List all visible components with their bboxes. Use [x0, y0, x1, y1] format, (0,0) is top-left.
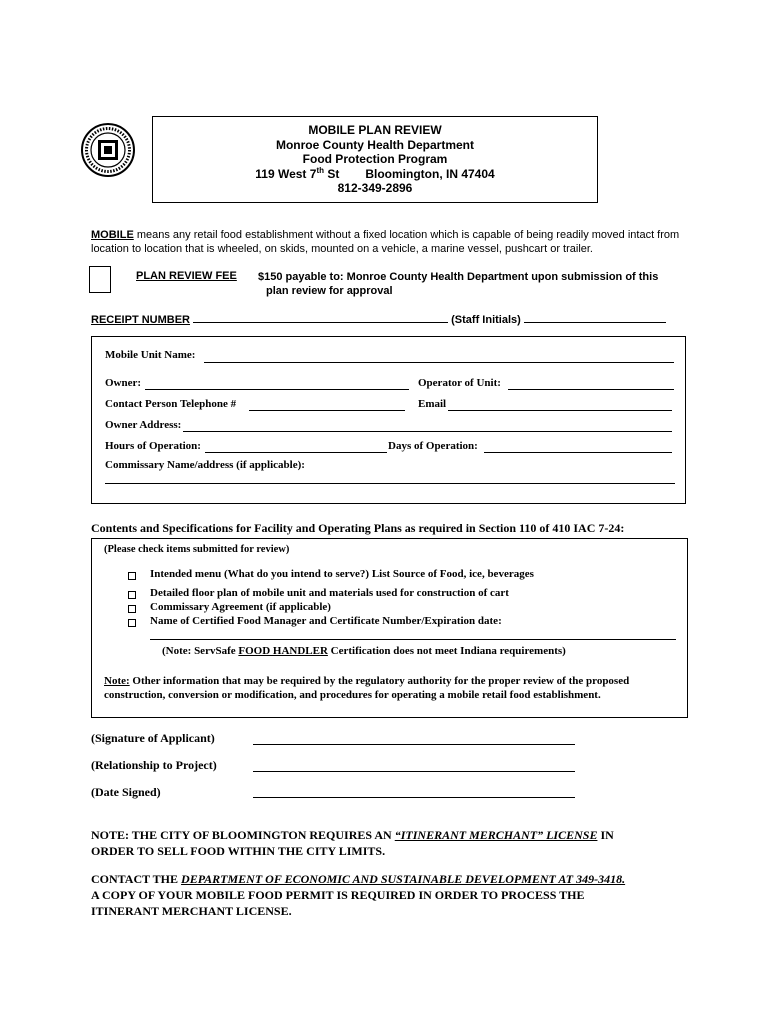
receipt-number-row: RECEIPT NUMBER (Staff Initials) — [91, 312, 686, 326]
checkbox-commissary[interactable] — [128, 605, 136, 613]
header-box — [152, 116, 598, 203]
contact-telephone-label: Contact Person Telephone # — [105, 398, 237, 410]
check-instruction: (Please check items submitted for review) — [104, 544, 290, 555]
servsafe-note: (Note: ServSafe FOOD HANDLER Certification does not meet Indiana requirements) — [162, 645, 566, 657]
contents-heading: Contents and Specifications for Facility and Operating Plans as required in Section 110 of 410 IAC 7-24: — [91, 521, 625, 535]
food-manager-field[interactable] — [150, 639, 676, 640]
commissary-label: Commissary Name/address (if applicable): — [105, 459, 305, 471]
owner-address-label: Owner Address: — [105, 419, 182, 431]
hours-of-operation-field[interactable] — [205, 452, 387, 453]
contact-telephone-field[interactable] — [249, 410, 405, 411]
email-field[interactable] — [448, 410, 672, 411]
plan-review-fee-text: $150 payable to: Monroe County Health Department upon submission of this plan review for approval — [258, 271, 659, 297]
hours-of-operation-label: Hours of Operation: — [105, 440, 201, 452]
signature-label: (Signature of Applicant) — [91, 731, 215, 745]
staff-initials-field[interactable] — [524, 312, 666, 323]
days-of-operation-label: Days of Operation: — [388, 440, 478, 452]
plan-review-fee-checkbox[interactable] — [89, 266, 111, 293]
owner-field[interactable] — [145, 389, 409, 390]
owner-address-field[interactable] — [183, 431, 672, 432]
program-name: Food Protection Program — [302, 152, 448, 166]
item-menu: Intended menu (What do you intend to serve?) List Source of Food, ice, beverages — [150, 568, 534, 580]
form-title: MOBILE PLAN REVIEW — [308, 123, 442, 137]
item-commissary: Commissary Agreement (if applicable) — [150, 601, 331, 613]
receipt-number-field[interactable] — [193, 312, 448, 323]
department-name: Monroe County Health Department — [275, 137, 474, 152]
checkbox-food-manager[interactable] — [128, 619, 136, 627]
days-of-operation-field[interactable] — [484, 452, 672, 453]
operator-field[interactable] — [508, 389, 674, 390]
signature-field[interactable] — [253, 744, 575, 745]
phone-number: 812-349-2896 — [337, 181, 413, 195]
commissary-field[interactable] — [105, 483, 675, 484]
county-seal-logo — [80, 122, 136, 178]
email-label: Email — [418, 398, 447, 410]
relationship-label: (Relationship to Project) — [91, 758, 217, 772]
date-signed-field[interactable] — [253, 797, 575, 798]
contact-department-notice: CONTACT THE DEPARTMENT OF ECONOMIC AND SUSTAINABLE DEVELOPMENT AT 349-3418. A COPY OF YOUR MOBILE FOOD PERMIT IS REQUIRED IN ORDER TO PROCESS THE ITINERANT MERCHANT LICENSE. — [91, 872, 626, 918]
relationship-field[interactable] — [253, 771, 575, 772]
regulatory-note: Note: Other information that may be required by the regulatory authority for the proper review of the proposed — [104, 675, 630, 687]
date-signed-label: (Date Signed) — [91, 785, 161, 799]
mobile-definition: MOBILE means any retail food establishment without a fixed location which is capable of being readily moved intact from location to location that is wheeled, on skids, mounted on a vehicle, a marine vessel, pushcart or trailer. — [91, 229, 680, 255]
staff-initials-label: (Staff Initials) — [451, 314, 521, 326]
mobile-unit-name-field[interactable] — [204, 362, 674, 363]
regulatory-note-line2: construction, conversion or modification, and procedures for operating a mobile retail food establishment. — [104, 689, 601, 701]
owner-label: Owner: — [105, 377, 142, 389]
itinerant-license-notice: NOTE: THE CITY OF BLOOMINGTON REQUIRES AN “ITINERANT MERCHANT” LICENSE IN ORDER TO SELL FOOD WITHIN THE CITY LIMITS. — [91, 828, 614, 858]
item-floor-plan: Detailed floor plan of mobile unit and materials used for construction of cart — [150, 587, 509, 599]
operator-label: Operator of Unit: — [418, 377, 501, 389]
item-food-manager: Name of Certified Food Manager and Certificate Number/Expiration date: — [150, 615, 502, 627]
applicant-info-box — [91, 336, 686, 504]
checkbox-floor-plan[interactable] — [128, 591, 136, 599]
mobile-unit-name-label: Mobile Unit Name: — [105, 349, 196, 361]
plan-review-fee-label: PLAN REVIEW FEE — [136, 270, 237, 282]
contents-box — [91, 538, 688, 718]
address: 119 West 7th St Bloomington, IN 47404 — [255, 165, 495, 181]
checkbox-menu[interactable] — [128, 572, 136, 580]
